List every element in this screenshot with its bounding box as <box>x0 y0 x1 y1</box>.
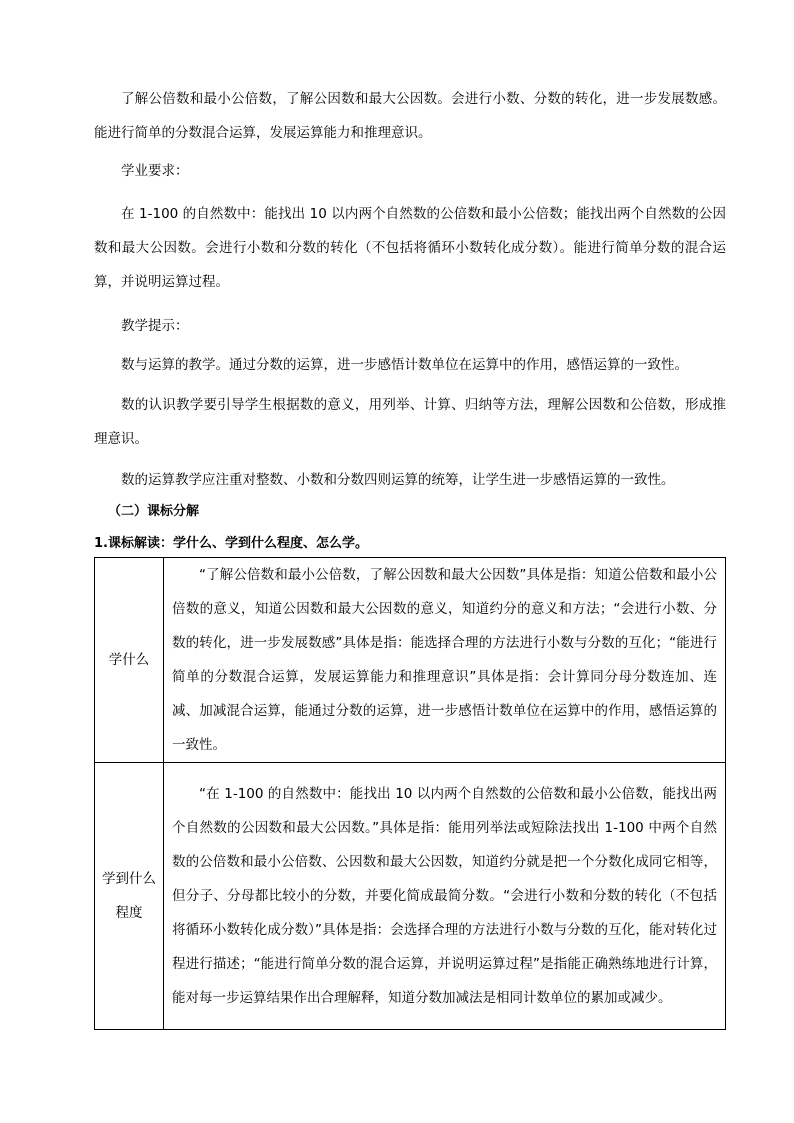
table-row <box>95 763 726 1030</box>
paragraph-teaching-tip-1: 数与运算的教学。通过分数的运算，进一步感悟计数单位在运算中的作用，感悟运算的一致性。 <box>121 357 688 373</box>
subsection-heading: 1.课标解读：学什么、学到什么程度、怎么学。 <box>94 536 368 551</box>
table-row-text: “在 1-100 的自然数中：能找出 10 以内两个自然数的公倍数和最小公倍数，能找出两个自然数的公因数和最大公因数。”具体是指：能用列举法或短除法找出 1-100 中两个自然数的公倍数和最小公倍数、公因数和最大公因数，知道约分就是把一个分数化成同它相等，但分子、分母都比较小的分数，并要化简成最简分数。“会进行小数和分数的转化（不包括将循环小数转化成分数）”具体是指：会选择合理的方法进行小数与分数的互化，能对转化过程进行描述；“能进行简单分数的混合运算，并说明运算过程”是指能正确熟练地进行计算，能对每一步运算结果作出合理解释，知道分数加减法是相同计数单位的累加或减少。 <box>164 763 726 1030</box>
paragraph-academic-requirements: 在 1-100 的自然数中：能找出 10 以内两个自然数的公倍数和最小公倍数；能找出两个自然数的公因数和最大公因数。会进行小数和分数的转化（不包括将循环小数转化成分数）。能进行简单分数的混合运算，并说明运算过程。 <box>94 206 726 290</box>
paragraph-academic-requirements-label: 学业要求： <box>121 163 189 179</box>
paragraph-objectives: 了解公倍数和最小公倍数，了解公因数和最大公因数。会进行小数、分数的转化，进一步发展数感。能进行简单的分数混合运算，发展运算能力和推理意识。 <box>94 91 726 141</box>
paragraph-teaching-tips-label: 教学提示： <box>121 318 189 334</box>
paragraph-teaching-tip-2: 数的认识教学要引导学生根据数的意义，用列举、计算、归纳等方法，理解公因数和公倍数，形成推理意识。 <box>94 397 726 447</box>
table-row-label: 学什么 <box>95 558 164 763</box>
curriculum-table <box>94 557 726 1030</box>
paragraph-teaching-tip-3: 数的运算教学应注重对整数、小数和分数四则运算的统筹，让学生进一步感悟运算的一致性。 <box>121 472 675 488</box>
table-row-text: “了解公倍数和最小公倍数，了解公因数和最大公因数”具体是指：知道公倍数和最小公倍数的意义，知道公因数和最大公因数的意义，知道约分的意义和方法；“会进行小数、分数的转化，进一步发展数感”具体是指：能选择合理的方法进行小数与分数的互化；“能进行简单的分数混合运算，发展运算能力和推理意识”具体是指：会计算同分母分数连加、连减、加减混合运算，能通过分数的运算，进一步感悟计数单位在运算中的作用，感悟运算的一致性。 <box>164 558 726 763</box>
section-heading: （二）课标分解 <box>108 504 200 519</box>
table-row <box>95 558 726 763</box>
table-row-label: 学到什么程度 <box>95 763 164 1030</box>
